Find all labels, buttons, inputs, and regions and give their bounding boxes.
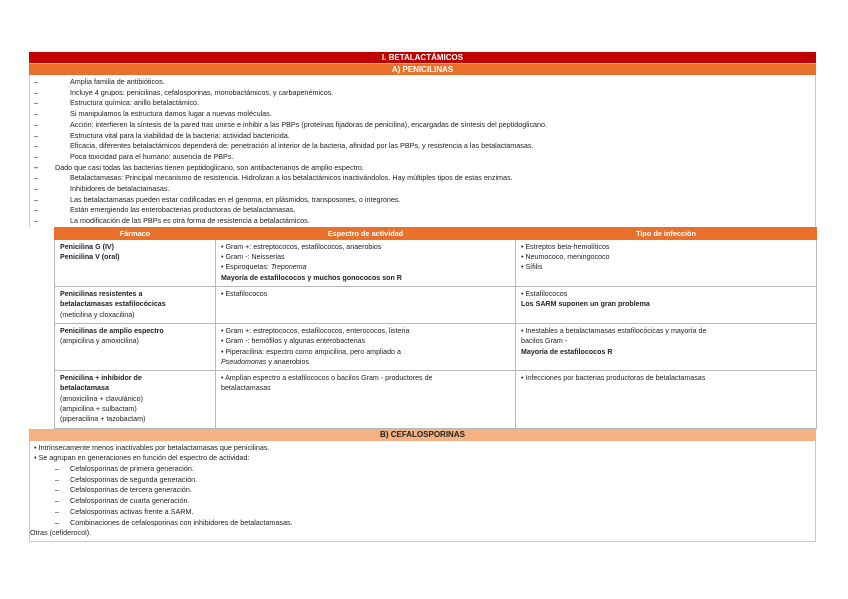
farmaco-name [60, 242, 210, 252]
infeccion-note-text: Mayoría de estafilococos R [521, 347, 613, 356]
generation-text: Cefalosporinas activas frente a SARM. [70, 506, 194, 516]
dash-marker: – [34, 184, 38, 194]
generation-item [34, 464, 815, 475]
espectro-italic: Treponema [270, 263, 307, 272]
list-item [30, 141, 815, 152]
espectro-line: betalactamasas [221, 384, 271, 393]
espectro-line: • Piperacilina: espectro como ampicilina, pero ampliado a [221, 347, 401, 356]
dash-marker: – [34, 77, 38, 86]
farmaco-name [60, 373, 210, 383]
farmaco-detail: (meticilina y cloxacilina) [60, 310, 135, 319]
dash-marker: – [34, 98, 38, 108]
generation-text: Cefalosporinas de segunda generación. [70, 474, 198, 484]
espectro-line: • Espiroquetas: Treponema [221, 263, 307, 272]
generation-text: Combinaciones de cefalosporinas con inhibidores de betalactamasas. [70, 517, 293, 527]
list-item-text: Poca toxicidad para el humano: ausencia de PBPs. [70, 151, 234, 161]
list-item-text: Dado que casi todas las bacterias tienen peptidoglicano, son antibacterianos de amplio espectro. [55, 162, 364, 172]
generation-item [34, 518, 815, 529]
generation-item [34, 485, 815, 496]
table-row [55, 323, 817, 370]
farmaco-name-text: Penicilinas de amplio espectro [60, 326, 164, 335]
dash-marker: – [55, 496, 59, 506]
espectro-line: • Gram -: hemófilos y algunas enterobacterias [221, 337, 366, 346]
list-item [30, 173, 815, 184]
espectro-line: • Gram -: Neisserias [221, 253, 285, 262]
dash-marker: – [55, 485, 59, 495]
list-item-text: Incluye 4 grupos: penicilinas, cefalosporinas, monobactámicos, y carbapenémicos. [70, 87, 334, 97]
list-item [30, 88, 815, 99]
penicilinas-list [29, 75, 816, 227]
infeccion-note-text: Los SARM suponen un gran problema [521, 300, 650, 309]
table-row [55, 239, 817, 286]
list-item [30, 184, 815, 195]
farmaco-detail: (ampicilina y amoxicilina) [60, 337, 139, 346]
list-item [30, 195, 815, 206]
list-item-text: Estructura vital para la viabilidad de la bacteria: actividad bactericida. [70, 130, 290, 140]
dash-marker: – [55, 464, 59, 473]
table-row [55, 371, 817, 428]
espectro-note [221, 273, 510, 283]
list-item [30, 109, 815, 120]
dash-marker: – [34, 109, 38, 119]
dash-marker: – [34, 151, 38, 161]
generation-text: Cefalosporinas de primera generación. [70, 464, 194, 473]
infeccion-line: • Sífilis [521, 263, 543, 272]
cell-espectro [216, 371, 516, 428]
dash-marker: – [55, 474, 59, 484]
cell-espectro [216, 239, 516, 286]
cefalosporinas-section [29, 441, 816, 542]
cell-farmaco [55, 287, 216, 324]
generation-item [34, 496, 815, 507]
cell-espectro [216, 323, 516, 370]
farmaco-name-text: Penicilina V (oral) [60, 253, 120, 262]
farmaco-name-text: betalactamasas estafilocócicas [60, 300, 166, 309]
table-row [55, 287, 817, 324]
table-header-row [55, 227, 817, 239]
cell-infeccion [516, 371, 817, 428]
farmaco-name [60, 289, 210, 299]
list-item [30, 163, 815, 174]
list-item [30, 77, 815, 88]
espectro-line: • Amplían espectro a estafilococos o bacilos Gram - productores de [221, 374, 433, 383]
dash-marker: – [55, 506, 59, 516]
column-header-infeccion: Tipo de infección [516, 227, 817, 239]
infeccion-line: • Inestables a betalactamasas estafilocócicas y mayoría de [521, 326, 707, 335]
list-item [30, 98, 815, 109]
cell-infeccion [516, 239, 817, 286]
dash-marker: – [34, 141, 38, 151]
farmaco-name-text: Penicilinas resistentes a [60, 290, 143, 299]
espectro-line: Pseudomonas y anaerobios [221, 357, 309, 366]
list-item-text: Acción: interfieren la síntesis de la pared tras unirse e inhibir a las PBPs (proteínas fijadoras de penicilina), encargadas de síntesis del peptidoglicano. [70, 119, 548, 129]
cell-farmaco [55, 323, 216, 370]
dash-marker: – [55, 517, 59, 527]
dash-marker: – [34, 194, 38, 204]
espectro-line: • Gram +: estreptococos, estafilococos, anaerobios [221, 242, 382, 251]
farmaco-detail: (amoxicilina + clavulánico) [60, 394, 143, 403]
column-header-farmaco: Fármaco [55, 227, 216, 239]
list-item-text: Están emergiendo las enterobacterias productoras de betalactamasas. [70, 205, 296, 215]
infeccion-line: • Neumococo, meningococo [521, 253, 610, 262]
list-item-text: Si manipulamos la estructura damos lugar a nuevas moléculas. [70, 109, 272, 119]
farmaco-name [60, 299, 210, 309]
list-item [30, 205, 815, 216]
generation-text: Cefalosporinas de tercera generación. [70, 485, 192, 495]
list-item [30, 131, 815, 142]
infeccion-note [521, 347, 811, 357]
infeccion-line: • Estreptos beta-hemolíticos [521, 242, 610, 251]
list-item [30, 152, 815, 163]
infeccion-note [521, 299, 811, 309]
farmaco-name [60, 252, 210, 262]
generation-item [34, 475, 815, 486]
dash-marker: – [34, 87, 38, 97]
section-title: I. BETALACTÁMICOS [29, 52, 816, 63]
farmaco-name-text: Penicilina G (IV) [60, 242, 115, 251]
cell-infeccion [516, 287, 817, 324]
penicilinas-header: A) PENICILINAS [29, 63, 816, 75]
espectro-line: • Estafilococos [221, 290, 268, 299]
cell-farmaco [55, 371, 216, 428]
espectro-note-text: Mayoría de estafilococos y muchos gonococos son R [221, 273, 402, 282]
farmaco-detail: (ampicilina + sulbactam) [60, 405, 137, 413]
infeccion-line: • Infecciones por bacterias productoras de betalactamasas [521, 374, 706, 383]
otras-line: Otras (cefiderocol). [30, 528, 92, 538]
cell-farmaco [55, 239, 216, 286]
infeccion-line: bacilos Gram - [521, 337, 568, 346]
dash-marker: – [34, 130, 38, 140]
list-item-text: Inhibidores de betalactamasas. [70, 184, 170, 194]
cell-infeccion [516, 323, 817, 370]
list-item [30, 216, 815, 227]
list-item-text: Betalactamasas: Principal mecanismo de resistencia. Hidrolizan a los betalactámicos inactivándolos. Hay múltiples tipos de estas enzimas. [70, 173, 513, 183]
infeccion-line: • Estafilococos [521, 290, 568, 299]
farmaco-name-text: Penicilina + inhibidor de [60, 374, 142, 383]
espectro-line: • Gram +: estreptococos, estafilococos, enterococos, listeria [221, 326, 410, 335]
document-page [29, 52, 816, 542]
farmaco-name [60, 326, 210, 336]
espectro-italic: Pseudomonas [221, 357, 267, 366]
farmaco-detail: (piperacilina + tazobactam) [60, 415, 146, 424]
bullet-item: • Se agrupan en generaciones en función del espectro de actividad: [34, 453, 250, 463]
list-item-text: La modificación de las PBPs es otra forma de resistencia a betalactámicos. [70, 216, 310, 226]
list-item-text: Amplia familia de antibióticos. [70, 77, 165, 86]
list-item-text: Las betalactamasas pueden estar codificadas en el genoma, en plásmidos, transposones, o integrones. [70, 194, 401, 204]
cell-espectro [216, 287, 516, 324]
farmaco-name-text: betalactamasa [60, 384, 109, 393]
dash-marker: – [34, 205, 38, 215]
cefalosporinas-header: B) CEFALOSPORINAS [29, 429, 816, 441]
column-header-espectro: Espectro de actividad [216, 227, 516, 239]
dash-marker: – [34, 119, 38, 129]
generation-item [34, 507, 815, 518]
dash-marker: – [34, 216, 38, 226]
list-item [30, 120, 815, 131]
generation-text: Cefalosporinas de cuarta generación. [70, 496, 190, 506]
dash-marker: – [34, 173, 38, 183]
dash-marker: – [34, 162, 38, 172]
penicilinas-table [54, 227, 817, 429]
list-item-text: Eficacia, diferentes betalactámicos dependerá de: penetración al interior de la bacteria, afinidad por las PBPs, y resistencia a las betalactamasas. [70, 141, 534, 151]
bullet-item: • Intrínsecamente menos inactivables por betalactamasas que penicilinas. [34, 442, 270, 452]
list-item-text: Estructura química: anillo betalactámico. [70, 98, 200, 108]
farmaco-name [60, 383, 210, 393]
